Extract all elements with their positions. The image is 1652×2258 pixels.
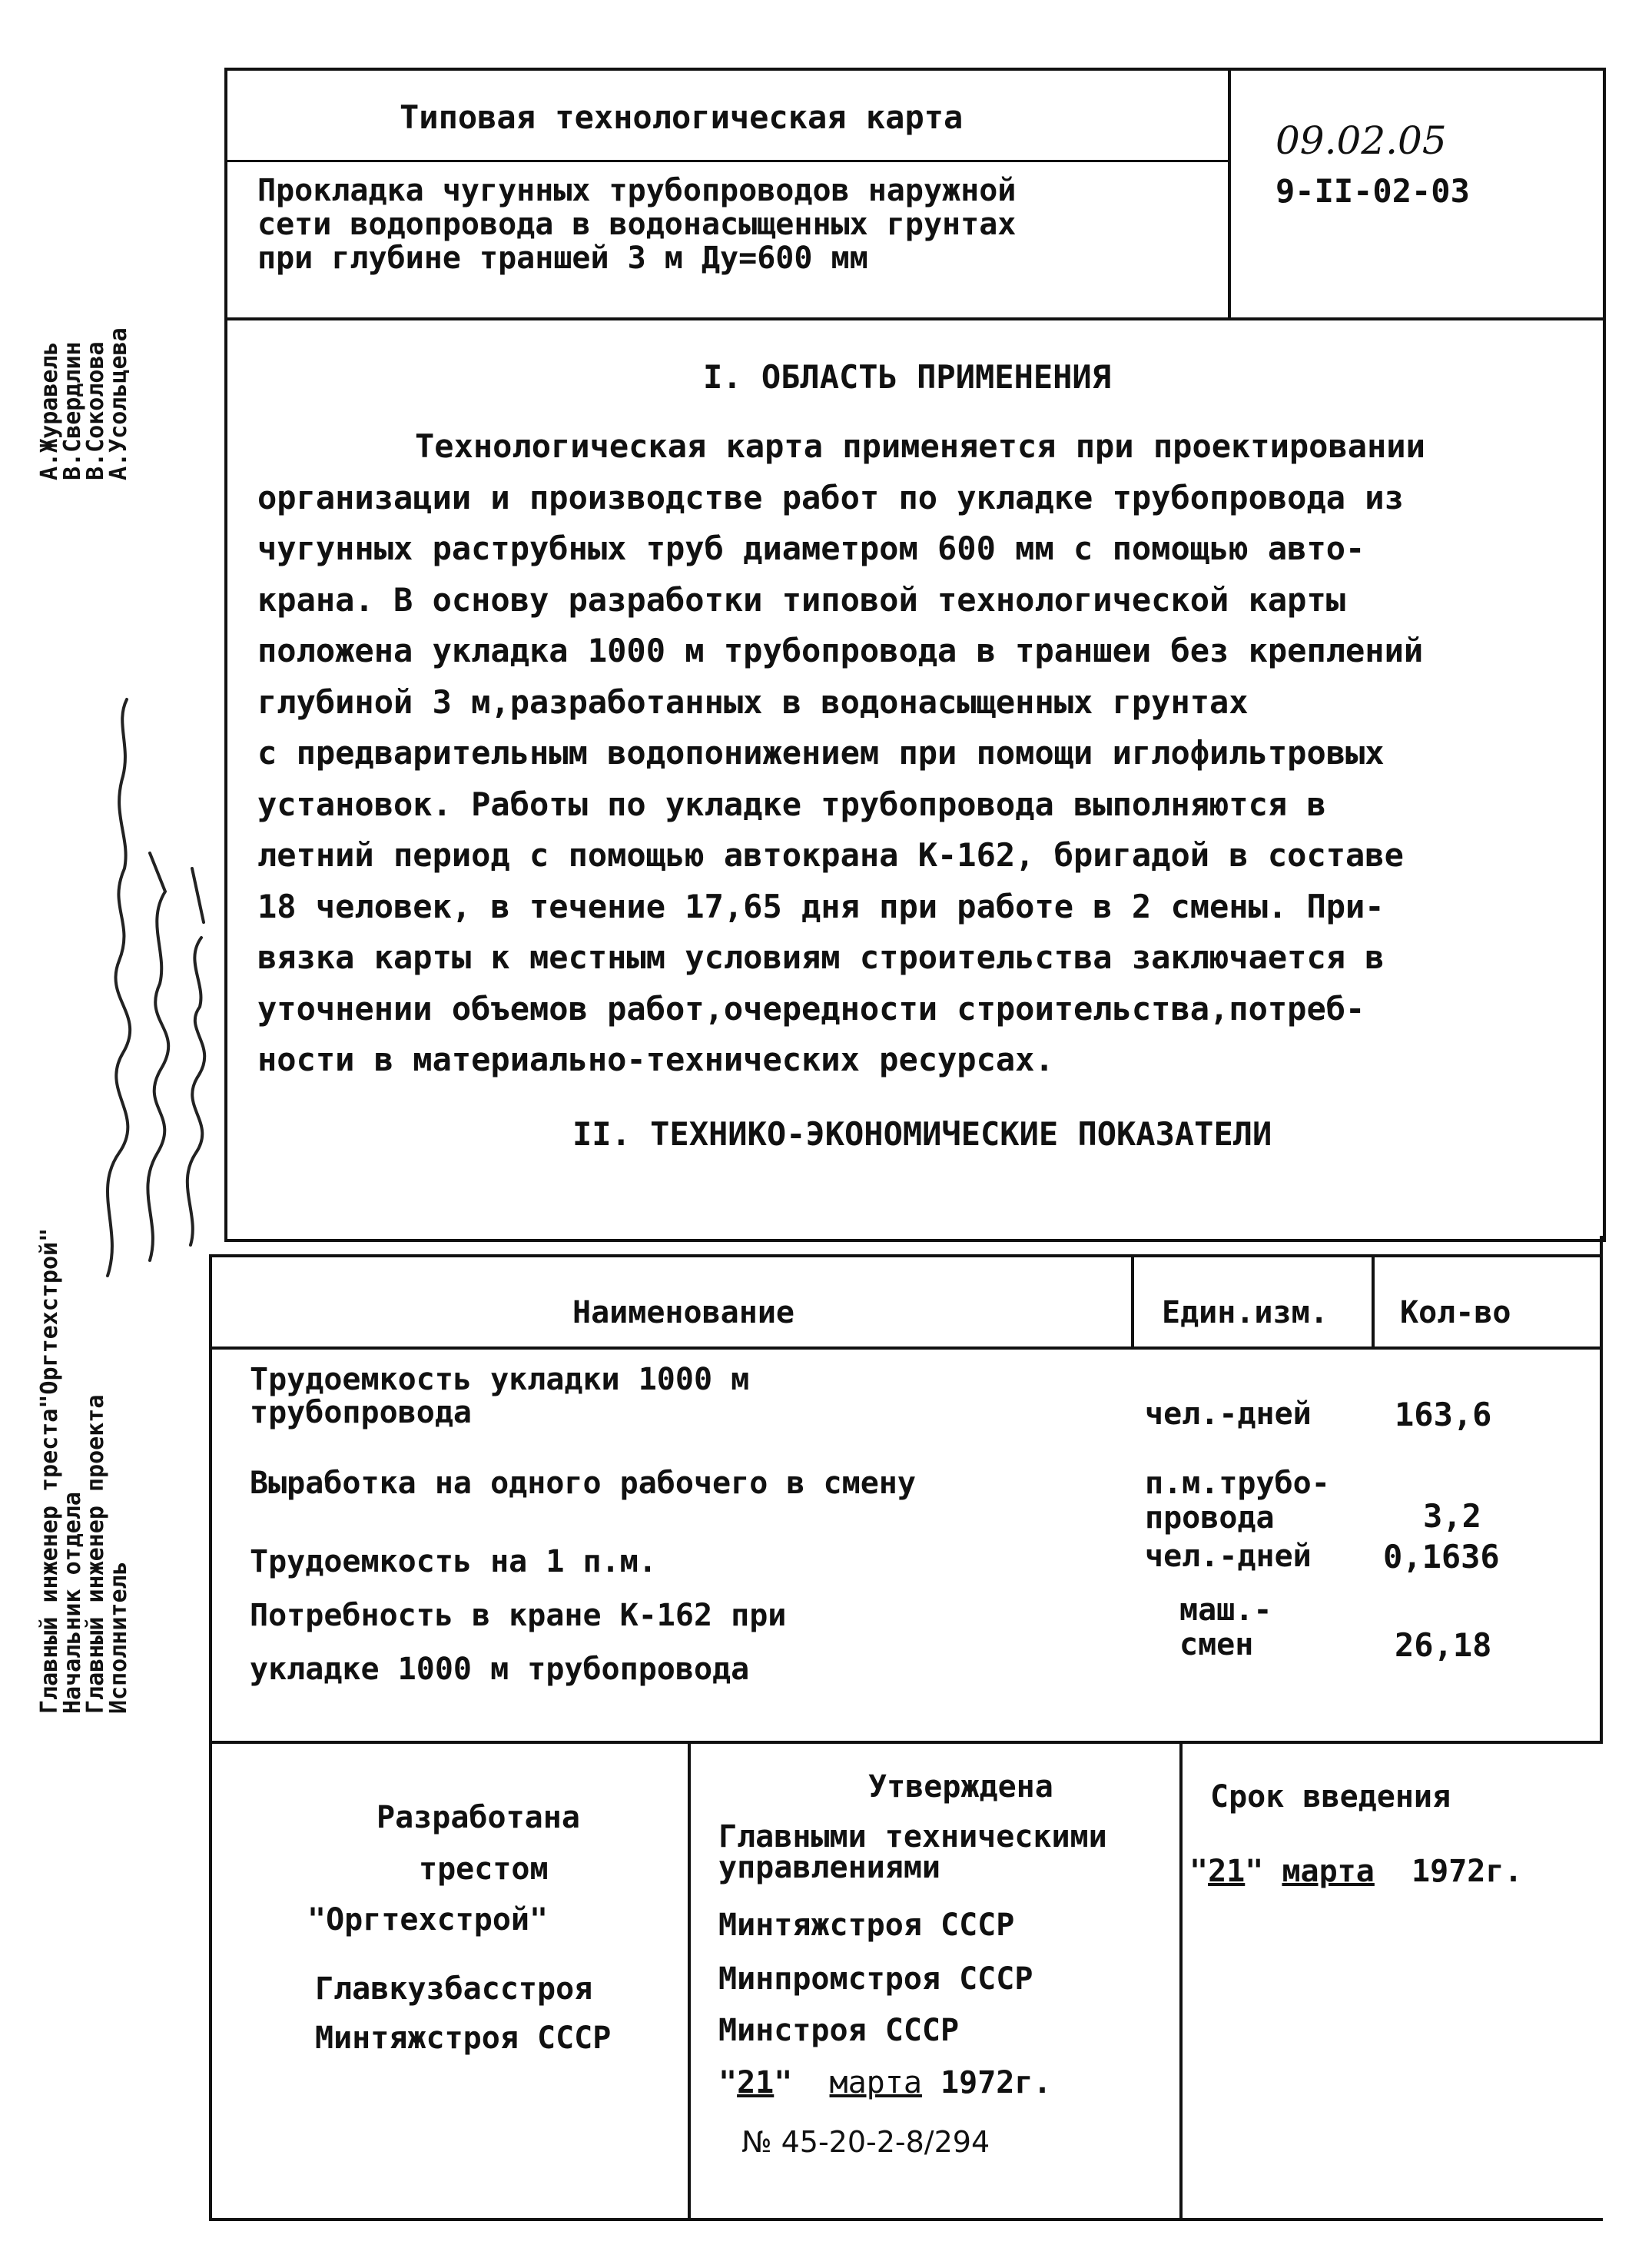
row-qty: 26,18 — [1395, 1626, 1492, 1664]
effective-heading: Срок введения — [1210, 1779, 1451, 1815]
row-qty: 163,6 — [1395, 1396, 1492, 1433]
row-name: Трудоемкость укладки 1000 м — [250, 1362, 750, 1397]
row-unit: маш.- — [1179, 1592, 1272, 1628]
table-right-border — [1600, 1236, 1603, 1744]
header-divider-horizontal — [224, 160, 1231, 162]
approved-line: управлениями — [718, 1850, 940, 1885]
body-line: уточнении объемов работ,очередности строительства,потреб- — [257, 989, 1365, 1028]
approved-date-year: 1972г. — [940, 2065, 1052, 2100]
header-divider-vertical — [1228, 68, 1231, 317]
body-line: установок. Работы по укладке трубопровода выполняются в — [257, 785, 1326, 823]
approved-line: Главными техническими — [718, 1819, 1107, 1855]
signature-name: В.Соколова — [82, 341, 109, 480]
title-line: при глубине траншей 3 м Ду=600 мм — [257, 241, 868, 276]
row-name: Выработка на одного рабочего в смену — [250, 1466, 916, 1501]
row-qty: 0,1636 — [1383, 1538, 1500, 1576]
effective-date: "21" марта 1972г. — [1189, 1854, 1523, 1889]
signature-name: А.Усольцева — [105, 327, 132, 480]
body-line: чугунных раструбных труб диаметром 600 мм с помощью авто- — [257, 530, 1365, 567]
body-line: 18 человек, в течение 17,65 дня при работе в 2 смены. При- — [257, 887, 1385, 925]
handwritten-signatures — [77, 692, 231, 1383]
card-code-handwritten: 09.02.05 — [1275, 118, 1447, 163]
row-unit: чел.-дней — [1145, 1539, 1312, 1574]
signature-role: Главный инженер проекта — [82, 1394, 109, 1714]
footer-left-border — [209, 1741, 212, 2221]
approved-line: Минтяжстроя СССР — [718, 1908, 1015, 1943]
header-bottom-line — [224, 317, 1603, 320]
row-name: Трудоемкость на 1 п.м. — [250, 1544, 657, 1579]
signature-role: Начальник отдела — [59, 1492, 86, 1714]
footer-col-divider — [1179, 1741, 1183, 2221]
table-top-line — [209, 1254, 1603, 1257]
effective-date-month: марта — [1282, 1854, 1375, 1889]
registration-number: № 45-20-2-8/294 — [741, 2125, 990, 2159]
row-unit: п.м.трубо- — [1145, 1466, 1330, 1501]
effective-date-year: 1972г. — [1411, 1854, 1523, 1889]
row-qty: 3,2 — [1423, 1497, 1481, 1535]
developed-line: Главкузбасстроя — [315, 1971, 593, 2007]
developed-line: Разработана — [377, 1800, 580, 1835]
card-type: Типовая технологическая карта — [400, 98, 964, 136]
table-col-divider — [1372, 1254, 1375, 1348]
signature-role: Исполнитель — [105, 1561, 132, 1714]
developed-line: Минтяжстроя СССР — [315, 2021, 612, 2056]
table-col-divider — [1131, 1254, 1134, 1348]
row-unit: смен — [1179, 1627, 1254, 1662]
row-name: Потребность в кране К-162 при — [250, 1598, 787, 1633]
body-line: вязка карты к местным условиям строительства заключается в — [257, 938, 1385, 976]
footer-bottom-border — [209, 2218, 1603, 2221]
body-line: организации и производстве работ по укладке трубопровода из — [257, 478, 1404, 516]
title-line: Прокладка чугунных трубопроводов наружной — [257, 173, 1017, 208]
section2-heading: II. ТЕХНИКО-ЭКОНОМИЧЕСКИЕ ПОКАЗАТЕЛИ — [572, 1115, 1272, 1153]
table-header-unit: Един.изм. — [1162, 1295, 1329, 1330]
body-line: глубиной 3 м,разработанных в водонасыщенных грунтах — [257, 682, 1249, 721]
section1-body — [257, 421, 1556, 1086]
signature-name: В.Свердлин — [59, 341, 86, 480]
developed-line: трестом — [419, 1851, 549, 1887]
body-line: Технологическая карта применяется при проектировании — [415, 427, 1425, 465]
table-bottom-line — [209, 1741, 1603, 1744]
signature-role: Главный инженер треста"Оргтехстрой" — [36, 1227, 63, 1714]
developed-line: "Оргтехстрой" — [307, 1902, 549, 1938]
approved-line: Минпромстроя СССР — [718, 1961, 1033, 1997]
table-header-bottom-line — [209, 1346, 1603, 1350]
approved-date-month: марта — [829, 2065, 922, 2100]
approved-heading: Утверждена — [868, 1769, 1053, 1805]
row-name: укладке 1000 м трубопровода — [250, 1652, 750, 1687]
approved-date-day: 21 — [737, 2065, 775, 2100]
approved-line: Минстроя СССР — [718, 2013, 960, 2048]
title-line: сети водопровода в водонасыщенных грунтах — [257, 207, 1017, 242]
signature-name: А.Журавель — [36, 341, 63, 480]
body-line: с предварительным водопонижением при помощи иглофильтровых — [257, 734, 1385, 772]
table-header-name: Наименование — [572, 1295, 794, 1330]
approved-date: "21" марта 1972г. — [718, 2065, 1052, 2100]
body-line: ности в материально-технических ресурсах. — [257, 1041, 1054, 1078]
row-unit: провода — [1145, 1500, 1275, 1536]
footer-col-divider — [688, 1741, 691, 2221]
row-unit: чел.-дней — [1145, 1396, 1312, 1432]
row-name: трубопровода — [250, 1395, 472, 1430]
table-header-qty: Кол-во — [1400, 1295, 1511, 1330]
body-line: крана. В основу разработки типовой технологической карты — [257, 580, 1346, 619]
body-line: положена укладка 1000 м трубопровода в траншеи без креплений — [257, 632, 1424, 669]
body-line: летний период с помощью автокрана К-162, бригадой в составе — [257, 836, 1404, 874]
card-code-number: 9-II-02-03 — [1275, 172, 1470, 210]
effective-date-day: 21 — [1208, 1854, 1246, 1889]
section1-heading: I. ОБЛАСТЬ ПРИМЕНЕНИЯ — [703, 358, 1112, 396]
